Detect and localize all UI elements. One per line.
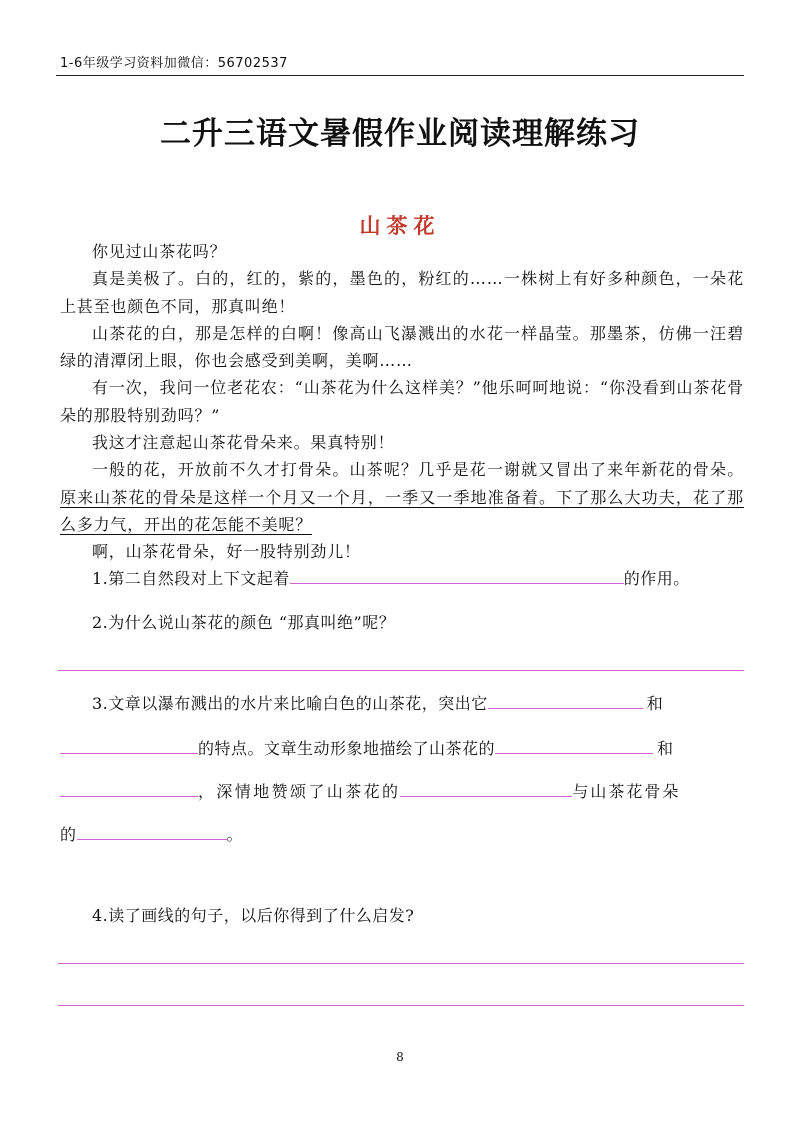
question-3-text: 。 bbox=[226, 825, 244, 844]
passage-paragraph: 你见过山茶花吗？ bbox=[92, 242, 227, 261]
reading-passage bbox=[60, 238, 744, 566]
question-3-text: 和 bbox=[646, 694, 664, 713]
question-3-text: 与山茶花骨朵 bbox=[572, 782, 681, 801]
page-number: 8 bbox=[396, 1050, 404, 1064]
question-1-text: 1.第二自然段对上下文起着 bbox=[92, 569, 290, 588]
question-1 bbox=[60, 566, 744, 589]
header-divider bbox=[56, 75, 744, 76]
passage-paragraph: 啊，山茶花骨朵，好一股特别劲儿！ bbox=[92, 542, 361, 562]
answer-blank[interactable] bbox=[488, 707, 643, 709]
question-1-suffix: 的作用。 bbox=[623, 569, 690, 588]
answer-blank[interactable] bbox=[77, 838, 227, 840]
question-2-text: 2.为什么说山茶花的颜色 “那真叫绝”呢？ bbox=[92, 613, 396, 632]
page-title: 二升三语文暑假作业阅读理解练习 bbox=[160, 116, 640, 152]
underlined-sentence: 原来山茶花的骨朵是这样一个月又一个月，一季又一季地准备着。下了那么大功夫，花了那么多力气，开出的花怎能不美呢？ bbox=[60, 487, 744, 534]
question-4-text: 4.读了画线的句子，以后你得到了什么启发? bbox=[92, 906, 415, 925]
question-4 bbox=[60, 903, 744, 926]
question-3-line-4 bbox=[60, 822, 744, 845]
question-3-text: 的特点。文章生动形象地描绘了山茶花的 bbox=[198, 739, 496, 758]
passage-text: 一般的花，开放前不久才打骨朵。山茶呢？几乎是花一谢就又冒出了来年新花的骨朵。 bbox=[92, 460, 744, 480]
passage-paragraph: 真是美极了。白的，红的，紫的，墨色的，粉红的……一株树上有好多种颜色，一朵花上甚至也颜色不同，那真叫绝！ bbox=[60, 269, 744, 316]
answer-line[interactable] bbox=[58, 670, 744, 671]
question-3-text: 3.文章以瀑布溅出的水片来比喻白色的山茶花，突出它 bbox=[92, 694, 488, 713]
question-3-text: 的 bbox=[60, 825, 77, 844]
question-2 bbox=[60, 610, 744, 633]
passage-paragraph bbox=[60, 456, 744, 538]
question-3-text: 和 bbox=[657, 739, 674, 758]
passage-paragraph: 山茶花的白，那是怎样的白啊！像高山飞瀑溅出的水花一样晶莹。那墨茶，仿佛一汪碧绿的清潭闭上眼，你也会感受到美啊，美啊…… bbox=[60, 323, 744, 371]
question-3-line-3 bbox=[60, 779, 744, 802]
answer-blank[interactable] bbox=[60, 752, 198, 754]
page-header: 1-6年级学习资料加微信：56702537 bbox=[60, 56, 288, 71]
passage-paragraph: 我这才注意起山茶花骨朵来。果真特别！ bbox=[92, 433, 395, 453]
story-title: 山茶花 bbox=[359, 214, 441, 238]
answer-blank[interactable] bbox=[400, 795, 572, 797]
answer-blank[interactable] bbox=[60, 795, 198, 797]
question-3-text: ，深情地赞颂了山茶花的 bbox=[198, 782, 401, 801]
passage-paragraph: 有一次，我问一位老花农：“山茶花为什么这样美？”他乐呵呵地说：“你没看到山茶花骨朵的那股特别劲吗？” bbox=[60, 378, 744, 425]
question-3-line-2 bbox=[60, 736, 744, 759]
answer-blank[interactable] bbox=[495, 752, 653, 754]
question-3 bbox=[60, 694, 744, 714]
answer-line[interactable] bbox=[58, 1005, 744, 1006]
answer-blank[interactable] bbox=[290, 582, 624, 584]
answer-line[interactable] bbox=[58, 963, 744, 964]
